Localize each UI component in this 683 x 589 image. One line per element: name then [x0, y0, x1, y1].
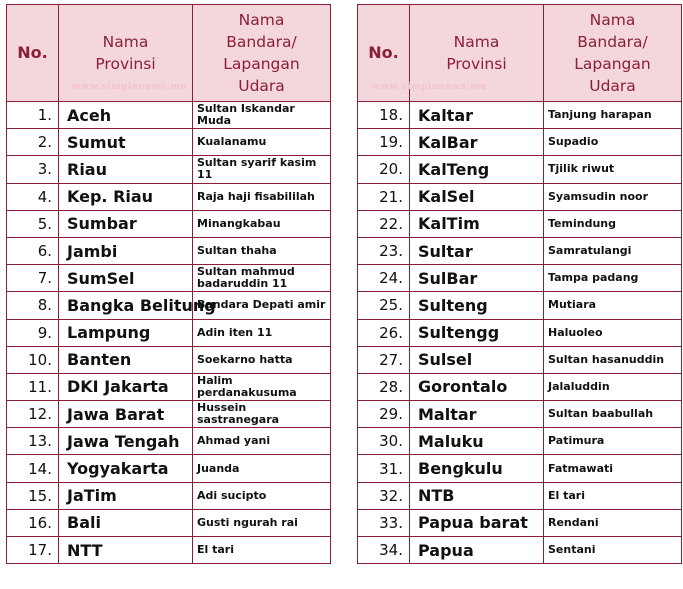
watermark: www.simplenews.me	[372, 82, 487, 92]
header-provinsi-line: Provinsi	[95, 55, 156, 73]
header-provinsi-line: Nama	[102, 33, 149, 51]
header-bandara-line: Nama	[238, 11, 285, 29]
airport-name: Sultan mahmud badaruddin 11	[193, 265, 331, 292]
province-name: Jambi	[59, 237, 193, 264]
province-name: Banten	[59, 346, 193, 373]
row-number: 21.	[358, 183, 410, 210]
airport-name: Gusti ngurah rai	[193, 509, 331, 536]
table-row	[358, 482, 682, 509]
row-number: 4.	[7, 183, 59, 210]
row-number: 3.	[7, 156, 59, 183]
province-name: Gorontalo	[410, 373, 544, 400]
header-provinsi-line: Provinsi	[446, 55, 507, 73]
row-number: 22.	[358, 210, 410, 237]
province-name: Lampung	[59, 319, 193, 346]
table-row	[7, 102, 331, 129]
header-bandara-line: Lapangan	[223, 55, 300, 73]
table-row	[358, 428, 682, 455]
row-number: 34.	[358, 537, 410, 564]
province-name: KalBar	[410, 129, 544, 156]
province-name: Aceh	[59, 102, 193, 129]
province-name: Sulsel	[410, 346, 544, 373]
airport-name: Sultan Iskandar Muda	[193, 102, 331, 129]
airport-name: Jalaluddin	[544, 373, 682, 400]
province-name: Yogyakarta	[59, 455, 193, 482]
table-row	[358, 537, 682, 564]
header-bandara-line: Bandara/	[577, 33, 648, 51]
province-name: Bangka Belitung	[59, 292, 193, 319]
row-number: 8.	[7, 292, 59, 319]
header-bandara-line: Udara	[238, 77, 285, 95]
table-body-right	[358, 102, 682, 564]
row-number: 16.	[7, 509, 59, 536]
province-name: Bengkulu	[410, 455, 544, 482]
province-name: Bali	[59, 509, 193, 536]
airport-name: Adin iten 11	[193, 319, 331, 346]
row-number: 6.	[7, 237, 59, 264]
airport-name: Bandara Depati amir	[193, 292, 331, 319]
province-name: Sumut	[59, 129, 193, 156]
table-row	[7, 455, 331, 482]
province-name: Maltar	[410, 401, 544, 428]
row-number: 26.	[358, 319, 410, 346]
table-row	[7, 210, 331, 237]
province-name: Papua	[410, 537, 544, 564]
table-row	[358, 210, 682, 237]
row-number: 27.	[358, 346, 410, 373]
row-number: 18.	[358, 102, 410, 129]
row-number: 2.	[7, 129, 59, 156]
table-row	[7, 156, 331, 183]
header-no: No.	[7, 5, 59, 102]
province-name: NTT	[59, 537, 193, 564]
table-row	[7, 482, 331, 509]
airport-name: Sultan thaha	[193, 237, 331, 264]
header-provinsi-line: Nama	[453, 33, 500, 51]
header-bandara	[193, 5, 331, 102]
airport-name: Tjilik riwut	[544, 156, 682, 183]
province-name: Sulteng	[410, 292, 544, 319]
province-name: SulBar	[410, 265, 544, 292]
row-number: 31.	[358, 455, 410, 482]
province-name: SumSel	[59, 265, 193, 292]
row-number: 24.	[358, 265, 410, 292]
table-row	[358, 237, 682, 264]
table-row	[7, 265, 331, 292]
table-row	[358, 183, 682, 210]
province-name: Sultengg	[410, 319, 544, 346]
airport-name: Hussein sastranegara	[193, 401, 331, 428]
row-number: 19.	[358, 129, 410, 156]
table-row	[7, 373, 331, 400]
airport-name: Rendani	[544, 509, 682, 536]
airport-name: Temindung	[544, 210, 682, 237]
table-row	[7, 401, 331, 428]
row-number: 11.	[7, 373, 59, 400]
row-number: 30.	[358, 428, 410, 455]
province-name: JaTim	[59, 482, 193, 509]
row-number: 1.	[7, 102, 59, 129]
table-row	[7, 319, 331, 346]
province-name: Sumbar	[59, 210, 193, 237]
table-body-left	[7, 102, 331, 564]
row-number: 25.	[358, 292, 410, 319]
table-row	[7, 537, 331, 564]
row-number: 29.	[358, 401, 410, 428]
airport-name: Ahmad yani	[193, 428, 331, 455]
airport-name: Sultan hasanuddin	[544, 346, 682, 373]
row-number: 28.	[358, 373, 410, 400]
airport-name: Patimura	[544, 428, 682, 455]
header-bandara-line: Nama	[589, 11, 636, 29]
row-number: 17.	[7, 537, 59, 564]
header-bandara	[544, 5, 682, 102]
province-name: DKI Jakarta	[59, 373, 193, 400]
header-bandara-line: Bandara/	[226, 33, 297, 51]
table-row	[7, 509, 331, 536]
province-name: NTB	[410, 482, 544, 509]
row-number: 14.	[7, 455, 59, 482]
airport-name: Tanjung harapan	[544, 102, 682, 129]
table-row	[7, 428, 331, 455]
row-number: 20.	[358, 156, 410, 183]
table-row	[358, 346, 682, 373]
table-row	[7, 129, 331, 156]
table-row	[358, 129, 682, 156]
airport-name: Mutiara	[544, 292, 682, 319]
table-row	[7, 346, 331, 373]
header-bandara-line: Lapangan	[574, 55, 651, 73]
table-row	[358, 156, 682, 183]
row-number: 5.	[7, 210, 59, 237]
province-name: Riau	[59, 156, 193, 183]
airport-name: Halim perdanakusuma	[193, 373, 331, 400]
airport-name: Supadio	[544, 129, 682, 156]
airport-name: Fatmawati	[544, 455, 682, 482]
airport-name: Sultan baabullah	[544, 401, 682, 428]
table-row	[7, 292, 331, 319]
row-number: 13.	[7, 428, 59, 455]
table-row	[358, 292, 682, 319]
header-no: No.	[358, 5, 410, 102]
airport-name: Sultan syarif kasim 11	[193, 156, 331, 183]
table-row	[7, 237, 331, 264]
table-row	[358, 102, 682, 129]
table-row	[358, 509, 682, 536]
header-bandara-line: Udara	[589, 77, 636, 95]
table-row	[358, 455, 682, 482]
province-name: KalTim	[410, 210, 544, 237]
airport-name: Adi sucipto	[193, 482, 331, 509]
airport-name: Juanda	[193, 455, 331, 482]
table-row	[358, 401, 682, 428]
province-name: KalTeng	[410, 156, 544, 183]
province-name: Sultar	[410, 237, 544, 264]
province-name: Kaltar	[410, 102, 544, 129]
province-name: Jawa Tengah	[59, 428, 193, 455]
row-number: 23.	[358, 237, 410, 264]
table-row	[358, 373, 682, 400]
row-number: 12.	[7, 401, 59, 428]
province-name: KalSel	[410, 183, 544, 210]
airport-name: Samratulangi	[544, 237, 682, 264]
airport-name: Minangkabau	[193, 210, 331, 237]
airport-name: Soekarno hatta	[193, 346, 331, 373]
row-number: 15.	[7, 482, 59, 509]
airport-name: Kualanamu	[193, 129, 331, 156]
table-row	[358, 319, 682, 346]
row-number: 33.	[358, 509, 410, 536]
airport-name: Syamsudin noor	[544, 183, 682, 210]
airport-name: El tari	[544, 482, 682, 509]
row-number: 32.	[358, 482, 410, 509]
table-row	[7, 183, 331, 210]
row-number: 10.	[7, 346, 59, 373]
province-name: Papua barat	[410, 509, 544, 536]
airport-name: Haluoleo	[544, 319, 682, 346]
province-name: Jawa Barat	[59, 401, 193, 428]
airport-name: Tampa padang	[544, 265, 682, 292]
row-number: 9.	[7, 319, 59, 346]
airport-name: Sentani	[544, 537, 682, 564]
watermark: www.simplenews.me	[72, 82, 187, 92]
airport-name: El tari	[193, 537, 331, 564]
province-name: Kep. Riau	[59, 183, 193, 210]
row-number: 7.	[7, 265, 59, 292]
airport-name: Raja haji fisabililah	[193, 183, 331, 210]
table-row	[358, 265, 682, 292]
province-name: Maluku	[410, 428, 544, 455]
